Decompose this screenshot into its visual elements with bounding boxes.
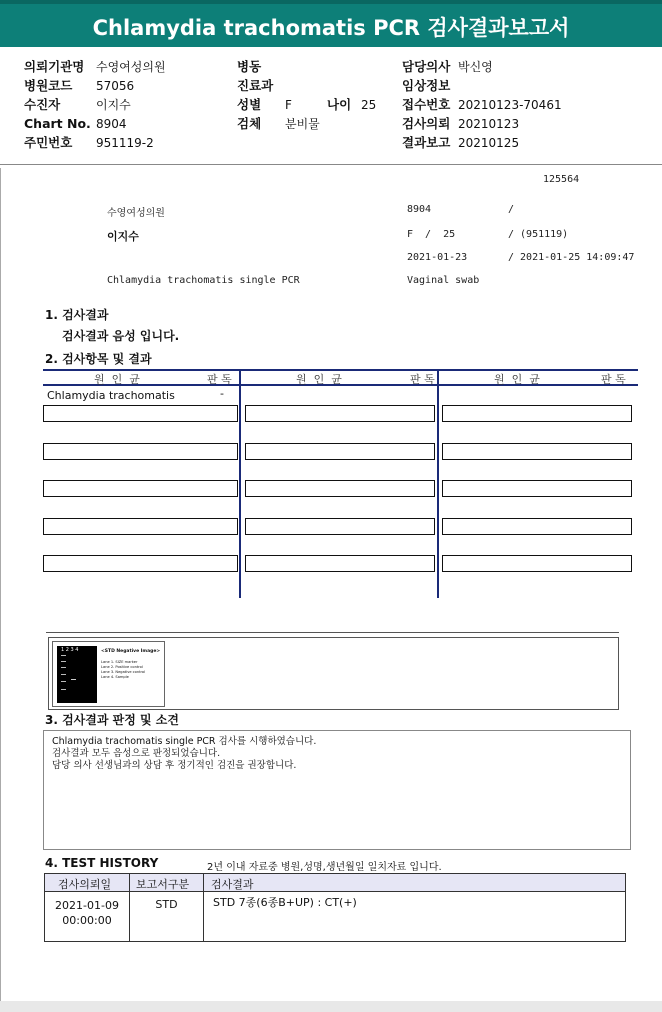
result-cell	[442, 480, 632, 497]
opinion-text	[52, 736, 316, 772]
history-row-result: STD 7종(6종B+UP) : CT(+)	[213, 896, 357, 909]
result-cell	[442, 518, 632, 535]
report-patient: 이지수	[107, 230, 139, 243]
history-note: 2년 이내 자료중 병원,성명,생년월일 일치자료 입니다.	[207, 862, 442, 873]
result-cell	[245, 405, 435, 422]
report-date2: / 2021-01-25 14:09:47	[508, 252, 635, 263]
page-bottom-gutter	[0, 1001, 662, 1012]
history-row-type: STD	[155, 898, 178, 911]
sex-label: 성별	[237, 97, 262, 112]
chart-no-value: 8904	[96, 117, 127, 131]
doctor-value: 박신영	[458, 60, 493, 74]
request-date-value: 20210123	[458, 117, 520, 131]
report-code: 125564	[543, 174, 580, 185]
col3-pathogen-header: 원 인 균	[494, 373, 540, 386]
col1-pathogen-header: 원 인 균	[94, 373, 140, 386]
clinic-value: 수영여성의원	[96, 60, 166, 74]
result-cell	[442, 405, 632, 422]
gel-image-frame	[48, 637, 619, 710]
section1-result: 검사결과 음성 입니다.	[62, 329, 180, 343]
opinion-box	[43, 730, 631, 850]
result-cell	[43, 518, 238, 535]
result-cell	[245, 555, 435, 572]
history-header-result: 검사결과	[211, 878, 254, 891]
opinion-line: 담당 의사 선생님과의 상담 후 정기적인 검진을 권장합니다.	[52, 760, 297, 771]
age-label: 나이	[327, 97, 352, 112]
title-bar	[0, 0, 662, 47]
results-divider-2	[437, 371, 439, 598]
report-date-value: 20210125	[458, 136, 520, 150]
gel-legend-line: Lane 1. SIZE marker	[101, 660, 138, 664]
col3-judge-header: 판 독	[601, 373, 626, 386]
report-slash: /	[508, 204, 515, 215]
result-cell	[43, 443, 238, 460]
section4-title: 4. TEST HISTORY	[45, 856, 159, 870]
gel-band	[61, 674, 66, 675]
receipt-no-label: 접수번호	[402, 97, 451, 112]
resident-no-label: 주민번호	[24, 135, 73, 150]
gel-legend	[101, 660, 145, 680]
report-sex-age: F / 25	[407, 229, 456, 240]
age-value: 25	[361, 98, 377, 112]
clinic-label: 의뢰기관명	[24, 59, 85, 74]
result-cell	[43, 480, 238, 497]
gel-legend-line: Lane 2. Positive control	[101, 665, 143, 669]
report-title: Chlamydia trachomatis PCR 검사결과보고서	[92, 16, 570, 40]
result-cell	[442, 443, 632, 460]
section3-title: 3. 검사결과 판정 및 소견	[45, 713, 179, 727]
first-pathogen-result: -	[220, 387, 224, 400]
report-date1: 2021-01-23	[407, 252, 468, 263]
ward-label: 병동	[237, 59, 262, 74]
first-pathogen-name: Chlamydia trachomatis	[47, 389, 175, 402]
gel-caption: <STD Negative Image>	[101, 649, 161, 654]
gel-band	[61, 655, 66, 656]
report-clinic: 수영여성의원	[107, 208, 165, 219]
specimen-label: 검체	[237, 116, 262, 131]
header-col2	[237, 56, 376, 132]
hospital-code-value: 57056	[96, 79, 135, 93]
history-table	[44, 873, 626, 942]
header-divider	[0, 164, 662, 165]
results-divider-1	[239, 371, 241, 598]
clinical-info-label: 임상정보	[402, 78, 451, 93]
history-date: 2021-01-09	[55, 899, 119, 912]
gel-band	[71, 679, 76, 680]
result-cell	[43, 405, 238, 422]
gel-image-thumbnail	[52, 641, 165, 707]
gel-lane-numbers: 1 2 3 4	[61, 647, 79, 653]
gel-legend-line: Lane 4. Sample	[101, 675, 129, 679]
sex-value: F	[285, 98, 292, 112]
section2-title: 2. 검사항목 및 결과	[45, 352, 152, 366]
result-cell	[245, 443, 435, 460]
gel-band	[61, 681, 66, 682]
specimen-value: 분비물	[285, 117, 320, 131]
doctor-label: 담당의사	[402, 59, 451, 74]
gel-band	[61, 661, 66, 662]
patient-value: 이지수	[96, 98, 131, 112]
header-col3	[402, 56, 562, 151]
col1-judge-header: 판 독	[207, 373, 232, 386]
opinion-line: Chlamydia trachomatis single PCR 검사를 시행하였습니다.	[52, 736, 317, 747]
gel-top-rule	[46, 632, 619, 633]
result-cell	[245, 480, 435, 497]
history-time: 00:00:00	[62, 914, 112, 927]
report-date-label: 결과보고	[402, 135, 451, 150]
opinion-line: 검사결과 모두 음성으로 판정되었습니다.	[52, 748, 221, 759]
report-specimen: Vaginal swab	[407, 275, 480, 286]
col2-judge-header: 판 독	[410, 373, 435, 386]
result-cell	[245, 518, 435, 535]
col2-pathogen-header: 원 인 균	[296, 373, 342, 386]
history-row-date	[45, 898, 129, 928]
patient-label: 수진자	[24, 97, 61, 112]
request-date-label: 검사의뢰	[402, 116, 451, 131]
resident-no-value: 951119-2	[96, 136, 154, 150]
receipt-no-value: 20210123-70461	[458, 98, 562, 112]
history-col-divider	[203, 874, 204, 941]
history-header-type: 보고서구분	[136, 878, 190, 891]
chart-no-label: Chart No.	[24, 116, 91, 131]
history-header-row	[45, 874, 625, 892]
report-test-name: Chlamydia trachomatis single PCR	[107, 275, 300, 286]
department-label: 진료과	[237, 78, 274, 93]
gel-photo	[57, 646, 97, 703]
page-left-edge	[0, 168, 1, 1002]
gel-legend-line: Lane 3. Negative control	[101, 670, 146, 674]
header-col1	[24, 56, 166, 151]
gel-band	[61, 689, 66, 690]
result-cell	[442, 555, 632, 572]
report-birth: / (951119)	[508, 229, 569, 240]
history-header-date: 검사의뢰일	[58, 878, 112, 891]
section1-title: 1. 검사결과	[45, 308, 109, 322]
gel-band	[61, 667, 66, 668]
result-cell	[43, 555, 238, 572]
report-chart: 8904	[407, 204, 432, 215]
hospital-code-label: 병원코드	[24, 78, 73, 93]
